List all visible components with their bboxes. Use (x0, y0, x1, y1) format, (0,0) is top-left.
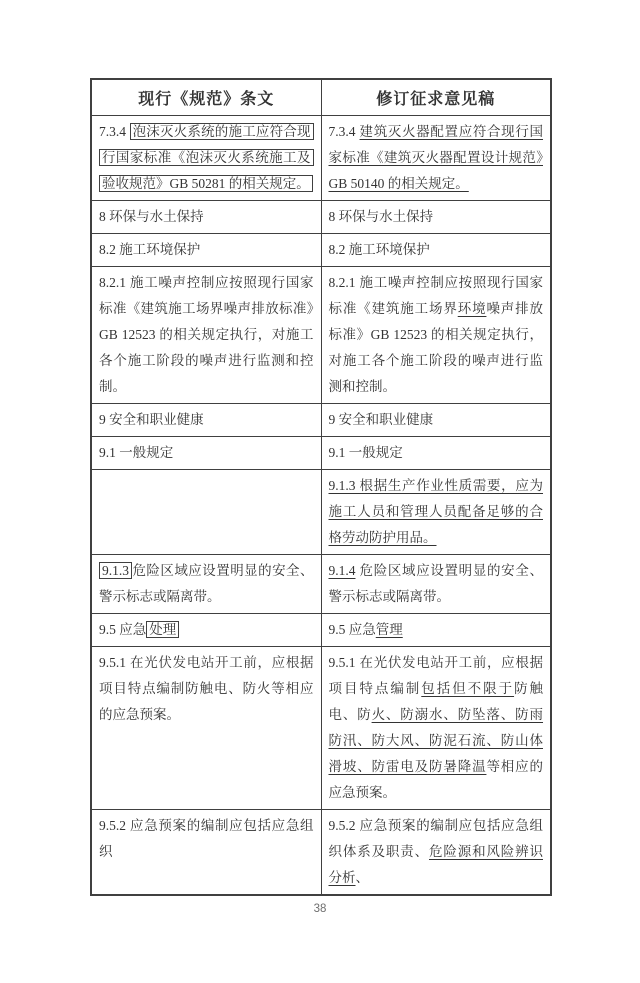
table-row (91, 267, 551, 404)
current-spec-cell (91, 116, 321, 201)
spec-comparison-table (90, 78, 552, 896)
revision-draft-cell (321, 234, 551, 267)
page-number: 38 (313, 903, 327, 915)
current-spec-cell (91, 267, 321, 404)
current-spec-cell (91, 647, 321, 810)
current-spec-cell (91, 555, 321, 614)
cell-text: 危险区域应设置明显的安全、警示标志或隔离带。 (328, 563, 543, 604)
revision-draft-cell (321, 201, 551, 234)
current-spec-cell (91, 201, 321, 234)
cell-text: 9 安全和职业健康 (99, 412, 204, 427)
inserted-text: 火、防溺水、防坠落、防雨防汛、防大风、防泥石流、防山体滑坡、防雷电及防暑降温 (328, 707, 544, 774)
cell-text: 9 安全和职业健康 (328, 412, 434, 427)
table-row (91, 647, 551, 810)
revision-draft-cell (321, 470, 551, 555)
table-row (91, 234, 551, 267)
cell-text: 8.2.1 施工噪声控制应按照现行国家标准《建筑施工场界 (328, 275, 543, 316)
comparison-table-head (91, 79, 551, 116)
revision-draft-cell (321, 267, 551, 404)
cell-text: 噪声排放标准》GB 12523 的相关规定执行，对施工各个施工阶段的噪声进行监测和控制。 (328, 301, 544, 394)
current-spec-cell (91, 614, 321, 647)
cell-text: 9.5.2 应急预案的编制应包括应急组织体系及职责、 (328, 818, 543, 859)
revision-draft-cell (321, 810, 551, 896)
cell-text: 8.2 施工环境保护 (328, 242, 430, 257)
cell-text: 危险区域应设置明显的安全、警示标志或隔离带。 (99, 563, 314, 604)
inserted-text: 9.1.3 根据生产作业性质需要，应为施工人员和管理人员配备足够的合格劳动防护用品。 (328, 478, 543, 545)
column-header-current-spec: 现行《规范》条文 (91, 79, 321, 116)
cell-text: 、 (355, 870, 369, 885)
cell-text: 8.2 施工环境保护 (99, 242, 201, 257)
current-spec-cell (91, 470, 321, 555)
table-row (91, 404, 551, 437)
inserted-text: 危险源和风险辨识分析 (328, 844, 543, 885)
table-row (91, 470, 551, 555)
inserted-text: 管理 (375, 622, 403, 637)
revision-draft-cell (321, 116, 551, 201)
current-spec-cell (91, 404, 321, 437)
current-spec-cell (91, 234, 321, 267)
cell-text: 8 环保与水土保持 (328, 209, 434, 224)
cell-text: 9.1 一般规定 (99, 445, 174, 460)
cell-text: 8 环保与水土保持 (99, 209, 204, 224)
cell-text: 7.3.4 (328, 124, 360, 139)
cell-text: 防触电、防 (328, 681, 544, 722)
inserted-text: 包括但不限于 (421, 681, 515, 696)
deleted-text: 处理 (146, 621, 179, 638)
cell-text: 7.3.4 (99, 124, 130, 139)
table-row (91, 614, 551, 647)
cell-text: 9.5 应急 (99, 622, 147, 637)
comparison-table-body (91, 116, 551, 896)
current-spec-cell (91, 810, 321, 896)
header-row (91, 79, 551, 116)
table-row (91, 555, 551, 614)
inserted-text: 环境 (457, 301, 487, 316)
current-spec-cell (91, 437, 321, 470)
cell-text: 8.2.1 施工噪声控制应按照现行国家标准《建筑施工场界噪声排放标准》GB 12523 的相关规定执行，对施工各个施工阶段的噪声进行监测和控制。 (99, 275, 314, 394)
table-row (91, 437, 551, 470)
revision-draft-cell (321, 437, 551, 470)
cell-text: 9.5.1 在光伏发电站开工前，应根据项目特点编制防触电、防火等相应的应急预案。 (99, 655, 314, 722)
document-page (0, 78, 640, 983)
revision-draft-cell (321, 614, 551, 647)
column-header-revision-draft: 修订征求意见稿 (321, 79, 551, 116)
cell-text: 9.1 一般规定 (328, 445, 403, 460)
table-row (91, 116, 551, 201)
cell-text: 9.5.1 在光伏发电站开工前，应根据项目特点编制 (328, 655, 543, 696)
deleted-text: 泡沫灭火系统的施工应符合现行国家标准《泡沫灭火系统施工及验收规范》GB 50281 的相关规定。 (99, 123, 314, 192)
table-row (91, 810, 551, 896)
cell-text: 9.5 应急 (328, 622, 376, 637)
inserted-text: 9.1.4 (328, 563, 356, 578)
deleted-text: 9.1.3 (99, 562, 132, 579)
revision-draft-cell (321, 647, 551, 810)
revision-draft-cell (321, 555, 551, 614)
cell-text: 9.5.2 应急预案的编制应包括应急组织 (99, 818, 314, 859)
inserted-text: 建筑灭火器配置应符合现行国家标准《建筑灭火器配置设计规范》GB 50140 的相关规定。 (328, 124, 544, 191)
revision-draft-cell (321, 404, 551, 437)
table-row (91, 201, 551, 234)
cell-text: 等相应的应急预案。 (328, 759, 544, 800)
